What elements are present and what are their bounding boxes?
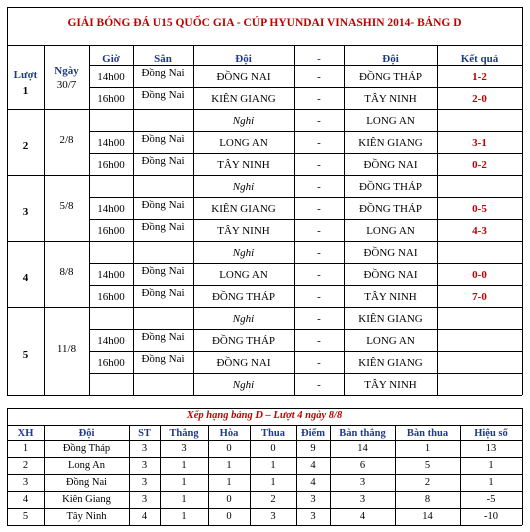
kickoff-time: 16h00 [97, 93, 125, 105]
separator-dash: - [317, 93, 321, 105]
standing-cell: 3 [141, 494, 148, 505]
header-date: Ngày [54, 65, 79, 77]
standing-cell: 3 [310, 494, 316, 505]
venue: Đồng Nai [141, 353, 185, 365]
team-name: Tây Ninh [66, 511, 107, 522]
standing-cell: 1 [181, 460, 187, 471]
separator-dash: - [317, 291, 321, 303]
col-line [522, 425, 523, 525]
venue: Đồng Nai [141, 287, 185, 299]
round-number: 3 [22, 206, 29, 218]
standing-cell: 3 [270, 511, 276, 522]
col-line [294, 45, 295, 395]
away-team: KIÊN GIANG [358, 137, 423, 149]
home-team: Nghỉ [232, 313, 255, 325]
col-line [129, 425, 130, 525]
col-line [44, 425, 45, 525]
venue: Đồng Nai [141, 221, 185, 233]
standing-cell: 2 [270, 494, 276, 505]
group-line [7, 395, 89, 396]
row-line [89, 131, 522, 132]
row-line [89, 329, 522, 330]
match-date: 5/8 [59, 200, 74, 212]
kickoff-time: 16h00 [97, 357, 125, 369]
row-line [89, 307, 522, 308]
standing-cell: -10 [484, 511, 498, 522]
col-line [437, 45, 438, 395]
standing-cell: 5 [424, 460, 431, 471]
home-team: ĐỒNG NAI [216, 357, 271, 369]
row-line [89, 395, 522, 396]
row-line [7, 491, 522, 492]
standings-header: Bàn thua [406, 428, 449, 439]
standing-cell: 4 [22, 494, 29, 505]
away-team: KIÊN GIANG [358, 357, 423, 369]
standing-cell: 9 [310, 443, 316, 454]
col-line [208, 425, 209, 525]
home-team: ĐỒNG THÁP [211, 335, 276, 347]
row-line [89, 241, 522, 242]
row-line [89, 285, 522, 286]
round-number: 5 [22, 349, 29, 361]
row-line [7, 440, 522, 441]
frame-line [7, 425, 522, 426]
match-result: 4-3 [472, 225, 487, 237]
standing-cell: 5 [22, 511, 29, 522]
venue: Đồng Nai [141, 265, 185, 277]
header-bottom-line [89, 65, 522, 66]
away-team: ĐỒNG NAI [363, 159, 418, 171]
standing-cell: 4 [310, 477, 316, 488]
row-line [7, 525, 522, 526]
row-line [89, 153, 522, 154]
col-line [7, 425, 8, 525]
row-line [89, 351, 522, 352]
col-line [250, 425, 251, 525]
venue: Đồng Nai [141, 67, 185, 79]
home-team: Nghỉ [232, 379, 255, 391]
kickoff-time: 14h00 [97, 71, 125, 83]
home-team: TÂY NINH [217, 225, 270, 237]
col-line [193, 45, 194, 395]
standing-cell: 0 [270, 443, 276, 454]
separator-dash: - [317, 71, 321, 83]
away-team: LONG AN [366, 115, 415, 127]
standing-cell: 1 [488, 460, 494, 471]
standings-header: Bàn thắng [339, 428, 386, 439]
away-team: ĐỒNG THÁP [358, 181, 423, 193]
round-number: 2 [22, 140, 29, 152]
standing-cell: 1 [181, 477, 187, 488]
separator-dash: - [317, 313, 321, 325]
row-line [89, 109, 522, 110]
home-team: Nghỉ [232, 115, 255, 127]
venue: Đồng Nai [141, 133, 185, 145]
frame-line [7, 7, 522, 8]
match-date: 8/8 [59, 266, 74, 278]
group-line [7, 241, 89, 242]
standing-cell: 1 [22, 443, 29, 454]
standing-cell: 1 [226, 460, 232, 471]
away-team: ĐỒNG NAI [363, 269, 418, 281]
separator-dash: - [317, 225, 321, 237]
away-team: LONG AN [366, 225, 415, 237]
home-team: ĐỒNG THÁP [211, 291, 276, 303]
standing-cell: 14 [422, 511, 433, 522]
away-team: LONG AN [366, 335, 415, 347]
header-team2: Đội [382, 53, 399, 65]
away-team: TÂY NINH [364, 379, 417, 391]
separator-dash: - [317, 269, 321, 281]
match-date: 2/8 [59, 134, 74, 146]
group-line [7, 307, 89, 308]
home-team: TÂY NINH [217, 159, 270, 171]
frame-line [7, 408, 8, 425]
standings-header: Hòa [219, 428, 239, 439]
standing-cell: 0 [226, 494, 232, 505]
standings-header: XH [17, 428, 34, 439]
standing-cell: 1 [270, 477, 276, 488]
standing-cell: 8 [424, 494, 431, 505]
home-team: KIÊN GIANG [211, 93, 276, 105]
standing-cell: 2 [424, 477, 431, 488]
standing-cell: 0 [226, 443, 232, 454]
standings-header: Điểm [301, 428, 325, 439]
col-line [344, 45, 345, 395]
team-name: Đồng Tháp [62, 443, 111, 454]
standing-cell: 3 [181, 443, 187, 454]
header-top-line [7, 45, 522, 46]
standing-cell: 3 [22, 477, 29, 488]
col-line [44, 45, 45, 395]
standing-cell: 2 [22, 460, 29, 471]
kickoff-time: 16h00 [97, 159, 125, 171]
standings-header: Thắng [169, 428, 199, 439]
frame-line [522, 7, 523, 45]
standing-cell: 1 [181, 494, 187, 505]
row-line [7, 474, 522, 475]
standing-cell: 6 [359, 460, 366, 471]
header-venue: Sân [154, 53, 172, 65]
team-name: Long An [67, 460, 106, 471]
match-result: 0-5 [472, 203, 487, 215]
match-result: 3-1 [472, 137, 487, 149]
kickoff-time: 16h00 [97, 291, 125, 303]
home-team: ĐỒNG NAI [216, 71, 271, 83]
row-line [89, 373, 522, 374]
standing-cell: 1 [488, 477, 494, 488]
standings-header: Đội [78, 428, 95, 439]
match-result: 1-2 [472, 71, 487, 83]
standing-cell: 3 [310, 511, 316, 522]
venue: Đồng Nai [141, 331, 185, 343]
standing-cell: 14 [357, 443, 368, 454]
away-team: KIÊN GIANG [358, 313, 423, 325]
standings-header: Hiệu số [474, 428, 508, 439]
match-result: 7-0 [472, 291, 487, 303]
venue: Đồng Nai [141, 199, 185, 211]
group-line [7, 175, 89, 176]
standings-title: Xếp hạng bảng D – Lượt 4 ngày 8/8 [186, 410, 343, 421]
team-name: Đồng Nai [65, 477, 108, 488]
row-line [7, 457, 522, 458]
col-line [460, 425, 461, 525]
match-date: 30/7 [56, 79, 77, 91]
standing-cell: 3 [141, 443, 148, 454]
standing-cell: 0 [226, 511, 232, 522]
away-team: ĐỒNG NAI [363, 247, 418, 259]
away-team: ĐỒNG THÁP [358, 203, 423, 215]
schedule-title: GIẢI BÓNG ĐÁ U15 QUỐC GIA - CÚP HYUNDAI VINASHIN 2014- BẢNG D [67, 17, 462, 29]
standing-cell: 13 [485, 443, 497, 454]
separator-dash: - [317, 181, 321, 193]
standings-table [0, 400, 530, 532]
separator-dash: - [317, 159, 321, 171]
venue: Đồng Nai [141, 89, 185, 101]
col-line [133, 45, 134, 395]
standing-cell: 3 [141, 477, 148, 488]
header-result: Kết quả [460, 53, 499, 65]
col-line [522, 45, 523, 395]
venue: Đồng Nai [141, 155, 185, 167]
standings-header: Thua [261, 428, 285, 439]
standing-cell: -5 [486, 494, 496, 505]
row-line [89, 197, 522, 198]
standing-cell: 1 [270, 460, 276, 471]
match-result: 0-2 [472, 159, 487, 171]
match-result: 0-0 [472, 269, 487, 281]
team-name: Kiên Giang [62, 494, 111, 505]
match-date: 11/8 [56, 343, 77, 355]
separator-dash: - [317, 357, 321, 369]
round-number: 4 [22, 272, 29, 284]
separator-dash: - [317, 137, 321, 149]
away-team: ĐỒNG THÁP [358, 71, 423, 83]
col-line [160, 425, 161, 525]
standing-cell: 3 [141, 460, 148, 471]
col-line [330, 425, 331, 525]
separator-dash: - [317, 335, 321, 347]
standing-cell: 1 [181, 511, 187, 522]
away-team: TÂY NINH [364, 93, 417, 105]
separator-dash: - [317, 247, 321, 259]
row-line [7, 508, 522, 509]
col-line [89, 45, 90, 395]
standing-cell: 1 [226, 477, 232, 488]
away-team: TÂY NINH [364, 291, 417, 303]
separator-dash: - [317, 203, 321, 215]
row-line [89, 263, 522, 264]
header-team1: Đội [235, 53, 252, 65]
kickoff-time: 14h00 [97, 335, 125, 347]
home-team: Nghỉ [232, 181, 255, 193]
standing-cell: 1 [424, 443, 431, 454]
separator-dash: - [317, 115, 321, 127]
header-time: Giờ [102, 53, 120, 65]
standing-cell: 3 [359, 494, 366, 505]
kickoff-time: 16h00 [97, 225, 125, 237]
separator-dash: - [317, 379, 321, 391]
home-team: LONG AN [219, 137, 268, 149]
home-team: Nghỉ [232, 247, 255, 259]
frame-line [7, 408, 522, 409]
home-team: LONG AN [219, 269, 268, 281]
frame-line [522, 408, 523, 425]
standing-cell: 4 [359, 511, 366, 522]
col-line [296, 425, 297, 525]
home-team: KIÊN GIANG [211, 203, 276, 215]
col-line [395, 425, 396, 525]
kickoff-time: 14h00 [97, 137, 125, 149]
row-line [89, 175, 522, 176]
row-line [89, 219, 522, 220]
standing-cell: 4 [310, 460, 316, 471]
header-dash: - [317, 53, 321, 65]
row-line [89, 87, 522, 88]
match-result: 2-0 [472, 93, 487, 105]
kickoff-time: 14h00 [97, 203, 125, 215]
standing-cell: 4 [141, 511, 148, 522]
standing-cell: 3 [359, 477, 366, 488]
standings-header: ST [138, 428, 151, 439]
round-number: 1 [22, 85, 29, 97]
col-line [7, 45, 8, 395]
header-round: Lượt [13, 69, 38, 81]
group-line [7, 109, 89, 110]
kickoff-time: 14h00 [97, 269, 125, 281]
